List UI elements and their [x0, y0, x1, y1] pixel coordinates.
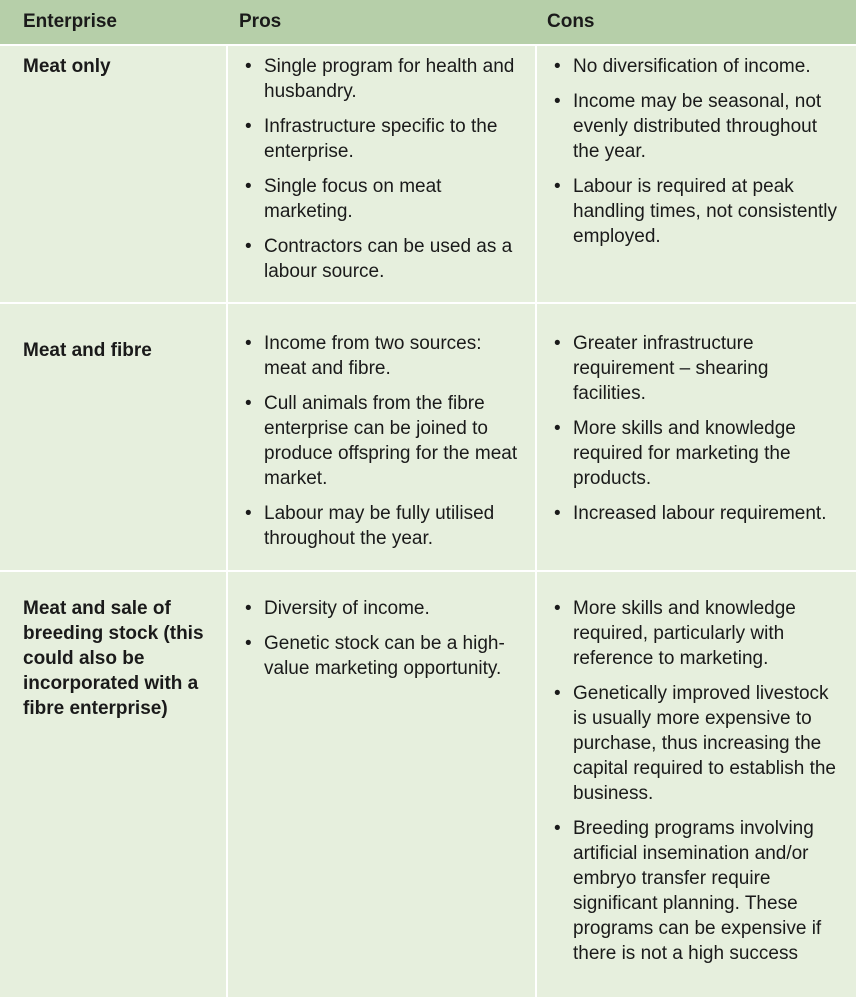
pros-list	[238, 54, 523, 284]
list-item: • No diversification of income.	[547, 54, 840, 79]
enterprise-label: Meat and fibre	[23, 340, 152, 361]
list-item: • Labour is required at peak handling times, not consistently employed.	[547, 174, 840, 249]
row-meat-only-pros	[228, 46, 535, 302]
list-item: • More skills and knowledge required for marketing the products.	[547, 416, 840, 491]
pros-list	[238, 596, 523, 681]
cons-list	[547, 596, 840, 966]
list-item: • Diversity of income.	[238, 596, 523, 621]
list-item: • Single focus on meat marketing.	[238, 174, 523, 224]
enterprise-label: Meat and sale of breeding stock (this could also be incorporated with a fibre enterprise)	[23, 598, 204, 719]
list-item: • Breeding programs involving artificial insemination and/or embryo transfer require significant planning. These programs can be expensive if there is not a high success	[547, 816, 840, 966]
row-breeding-stock-cons	[537, 572, 856, 997]
list-item: • Income may be seasonal, not evenly distributed throughout the year.	[547, 89, 840, 164]
list-item: • Increased labour requirement.	[547, 501, 840, 526]
header-enterprise: Enterprise	[23, 11, 117, 32]
list-item: • Single program for health and husbandry.	[238, 54, 523, 104]
row-breeding-stock-enterprise	[0, 572, 226, 997]
list-item: • Genetic stock can be a high-value marketing opportunity.	[238, 631, 523, 681]
list-item: • Cull animals from the fibre enterprise can be joined to produce offspring for the meat market.	[238, 391, 523, 491]
row-breeding-stock-pros	[228, 572, 535, 997]
list-item: • Income from two sources: meat and fibre.	[238, 331, 523, 381]
cons-list	[547, 331, 840, 526]
row-meat-and-fibre-enterprise	[0, 304, 226, 570]
enterprise-label: Meat only	[23, 56, 111, 77]
list-item: • Labour may be fully utilised throughout the year.	[238, 501, 523, 551]
list-item: • Contractors can be used as a labour source.	[238, 234, 523, 284]
header-pros: Pros	[239, 11, 282, 32]
list-item: • Genetically improved livestock is usually more expensive to purchase, thus increasing the capital required to establish the business.	[547, 681, 840, 806]
pros-list	[238, 331, 523, 551]
row-meat-and-fibre-cons	[537, 304, 856, 570]
header-cons: Cons	[547, 11, 595, 32]
row-meat-and-fibre-pros	[228, 304, 535, 570]
row-meat-only-cons	[537, 46, 856, 302]
list-item: • Greater infrastructure requirement – shearing facilities.	[547, 331, 840, 406]
list-item: • Infrastructure specific to the enterprise.	[238, 114, 523, 164]
table-header	[0, 0, 856, 44]
list-item: • More skills and knowledge required, particularly with reference to marketing.	[547, 596, 840, 671]
row-meat-only-enterprise	[0, 46, 226, 302]
cons-list	[547, 54, 840, 249]
